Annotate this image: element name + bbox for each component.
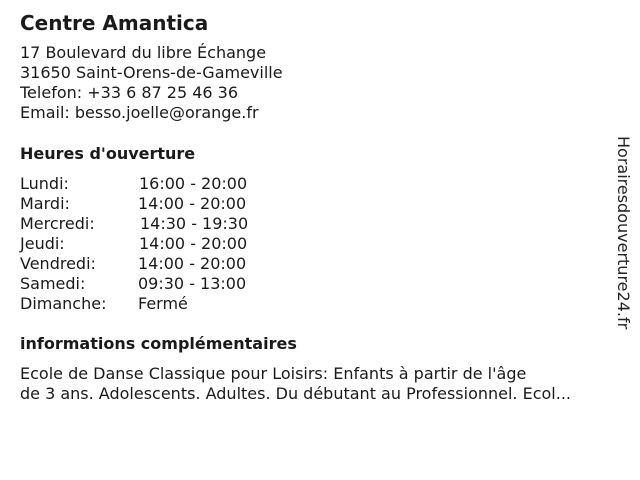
opening-hours-list xyxy=(20,174,320,314)
hours-time: 14:30 - 19:30 xyxy=(140,214,249,233)
phone-number: Telefon: +33 6 87 25 46 36 xyxy=(20,83,239,102)
hours-row-dimanche xyxy=(20,294,320,314)
business-name: Centre Amantica xyxy=(20,11,209,35)
additional-info-text-line2: de 3 ans. Adolescents. Adultes. Du débutant au Professionnel. Ecol... xyxy=(20,384,571,403)
address-street: 17 Boulevard du libre Échange xyxy=(20,43,267,62)
hours-row-jeudi xyxy=(20,234,320,254)
hours-time: 14:00 - 20:00 xyxy=(139,234,248,253)
hours-time: 16:00 - 20:00 xyxy=(139,174,248,193)
hours-row-vendredi xyxy=(20,254,320,274)
additional-info-heading: informations complémentaires xyxy=(20,334,297,353)
email-address: Email: besso.joelle@orange.fr xyxy=(20,103,259,122)
hours-day: Lundi: xyxy=(20,174,69,193)
hours-row-mardi xyxy=(20,194,320,214)
hours-time: Fermé xyxy=(138,294,188,313)
hours-time: 09:30 - 13:00 xyxy=(138,274,247,293)
additional-info-text-line1: Ecole de Danse Classique pour Loisirs: Enfants à partir de l'âge xyxy=(20,364,527,383)
hours-time: 14:00 - 20:00 xyxy=(138,254,247,273)
hours-day: Dimanche: xyxy=(20,294,107,313)
address-city: 31650 Saint-Orens-de-Gameville xyxy=(20,63,283,82)
hours-time: 14:00 - 20:00 xyxy=(138,194,247,213)
hours-day: Vendredi: xyxy=(20,254,96,273)
hours-row-samedi xyxy=(20,274,320,294)
opening-hours-heading: Heures d'ouverture xyxy=(20,144,196,163)
hours-row-lundi xyxy=(20,174,320,194)
hours-day: Mercredi: xyxy=(20,214,95,233)
hours-row-mercredi xyxy=(20,214,320,234)
site-watermark: Horairesdouverture24.fr xyxy=(614,136,633,330)
hours-day: Mardi: xyxy=(20,194,70,213)
hours-day: Samedi: xyxy=(20,274,86,293)
hours-day: Jeudi: xyxy=(20,234,65,253)
